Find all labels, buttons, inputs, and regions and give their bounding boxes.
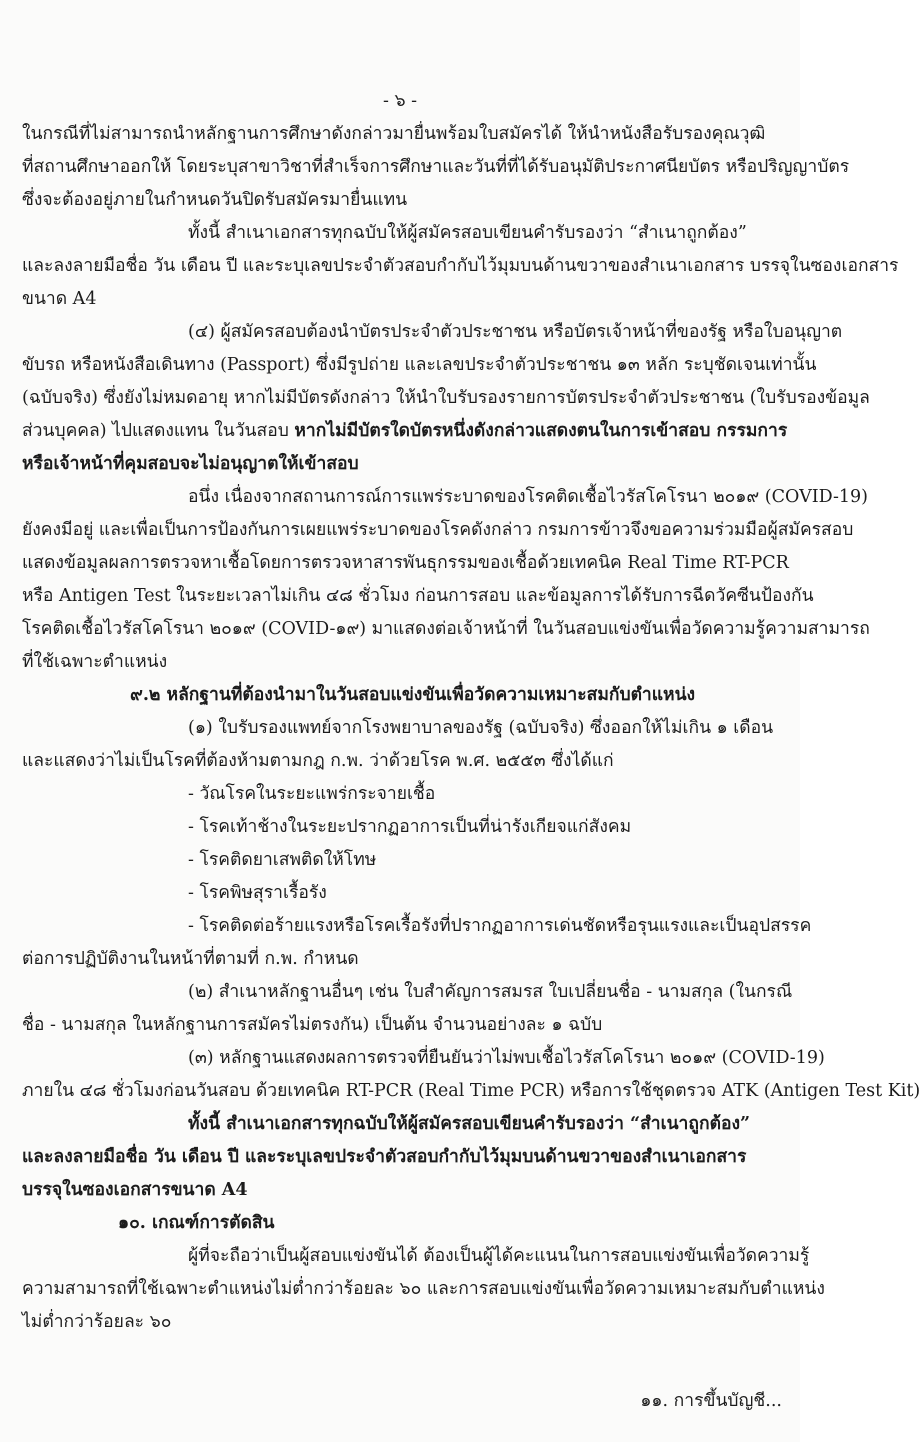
text-line: อนึ่ง เนื่องจากสถานการณ์การแพร่ระบาดของโรคติดเชื้อไวรัสโคโรนา ๒๐๑๙ (COVID-19) — [188, 487, 868, 507]
text-line: แสดงข้อมูลผลการตรวจหาเชื้อโดยการตรวจหาสารพันธุกรรมของเชื้อด้วยเทคนิค Real Time RT-PCR — [22, 553, 789, 573]
text-line: ซึ่งจะต้องอยู่ภายในกำหนดวันปิดรับสมัครมายื่นแทน — [22, 190, 408, 210]
text-line: ในกรณีที่ไม่สามารถนำหลักฐานการศึกษาดังกล่าวมายื่นพร้อมใบสมัครได้ ให้นำหนังสือรับรองคุณวุฒิ — [22, 124, 766, 144]
bold-warning-text: หากไม่มีบัตรใดบัตรหนึ่งดังกล่าวแสดงตนในการเข้าสอบ กรรมการ — [294, 421, 788, 441]
list-item: - โรคติดยาเสพติดให้โทษ — [188, 850, 377, 870]
bold-text-line: และลงลายมือชื่อ วัน เดือน ปี และระบุเลขประจำตัวสอบกำกับไว้มุมบนด้านขวาของสำเนาเอกสาร — [22, 1147, 747, 1167]
text-line: ชื่อ - นามสกุล ในหลักฐานการสมัครไม่ตรงกัน) เป็นต้น จำนวนอย่างละ ๑ ฉบับ — [22, 1015, 603, 1035]
bold-text-line: บรรจุในซองเอกสารขนาด A4 — [22, 1180, 248, 1200]
text-line: ผู้ที่จะถือว่าเป็นผู้สอบแข่งขันได้ ต้องเป็นผู้ได้คะแนนในการสอบแข่งขันเพื่อวัดความรู้ — [188, 1246, 810, 1266]
text-line: ขับรถ หรือหนังสือเดินทาง (Passport) ซึ่งมีรูปถ่าย และเลขประจำตัวประชาชน ๑๓ หลัก ระบุชัดเจนเท่านั้น — [22, 355, 817, 375]
section-heading: ๑๐. เกณฑ์การตัดสิน — [118, 1213, 275, 1233]
text-line: และลงลายมือชื่อ วัน เดือน ปี และระบุเลขประจำตัวสอบกำกับไว้มุมบนด้านขวาของสำเนาเอกสาร บรรจุในซองเอกสาร — [22, 256, 899, 276]
bold-warning-text: หรือเจ้าหน้าที่คุมสอบจะไม่อนุญาตให้เข้าสอบ — [22, 454, 359, 474]
section-heading: ๙.๒ หลักฐานที่ต้องนำมาในวันสอบแข่งขันเพื่อวัดความเหมาะสมกับตำแหน่ง — [130, 685, 696, 705]
text-line: ยังคงมีอยู่ และเพื่อเป็นการป้องกันการเผยแพร่ระบาดของโรคดังกล่าว กรมการข้าวจึงขอความร่วมมือผู้สมัครสอบ — [22, 520, 854, 540]
text-line: (ฉบับจริง) ซึ่งยังไม่หมดอายุ หากไม่มีบัตรดังกล่าว ให้นำใบรับรองรายการบัตรประจำตัวประชาชน (ใบรับรองข้อมูล — [22, 388, 870, 408]
text-line: (๑) ใบรับรองแพทย์จากโรงพยาบาลของรัฐ (ฉบับจริง) ซึ่งออกให้ไม่เกิน ๑ เดือน — [188, 718, 774, 738]
page-number: - ๖ - — [382, 91, 418, 111]
text-line: ทั้งนี้ สำเนาเอกสารทุกฉบับให้ผู้สมัครสอบเขียนคำรับรองว่า “สำเนาถูกต้อง” — [188, 223, 747, 243]
list-item: - โรคเท้าช้างในระยะปรากฏอาการเป็นที่น่ารังเกียจแก่สังคม — [188, 817, 632, 837]
text-line: ขนาด A4 — [22, 289, 97, 309]
list-item: - วัณโรคในระยะแพร่กระจายเชื้อ — [188, 784, 436, 804]
text-line: (๓) หลักฐานแสดงผลการตรวจที่ยืนยันว่าไม่พบเชื้อไวรัสโคโรนา ๒๐๑๙ (COVID-19) — [188, 1048, 825, 1068]
text-span: ส่วนบุคคล) ไปแสดงแทน ในวันสอบ — [22, 421, 295, 441]
text-line: ภายใน ๔๘ ชั่วโมงก่อนวันสอบ ด้วยเทคนิค RT-PCR (Real Time PCR) หรือการใช้ชุดตรวจ ATK (Antigen Test Kit) — [22, 1081, 920, 1101]
text-line: และแสดงว่าไม่เป็นโรคที่ต้องห้ามตามกฎ ก.พ. ว่าด้วยโรค พ.ศ. ๒๕๕๓ ซึ่งได้แก่ — [22, 751, 614, 771]
text-line: หรือ Antigen Test ในระยะเวลาไม่เกิน ๔๘ ชั่วโมง ก่อนการสอบ และข้อมูลการได้รับการฉีดวัคซีนป้องกัน — [22, 586, 814, 606]
text-line: ความสามารถที่ใช้เฉพาะตำแหน่งไม่ต่ำกว่าร้อยละ ๖๐ และการสอบแข่งขันเพื่อวัดความเหมาะสมกับตำแหน่ง — [22, 1279, 825, 1299]
text-line — [0, 420, 800, 442]
text-line: โรคติดเชื้อไวรัสโคโรนา ๒๐๑๙ (COVID-๑๙) มาแสดงต่อเจ้าหน้าที่ ในวันสอบแข่งขันเพื่อวัดความรู้ความสามารถ — [22, 619, 870, 639]
bold-text-line: ทั้งนี้ สำเนาเอกสารทุกฉบับให้ผู้สมัครสอบเขียนคำรับรองว่า “สำเนาถูกต้อง” — [188, 1114, 751, 1134]
text-line: (๔) ผู้สมัครสอบต้องนำบัตรประจำตัวประชาชน หรือบัตรเจ้าหน้าที่ของรัฐ หรือใบอนุญาต — [188, 322, 843, 342]
list-item: - โรคพิษสุราเรื้อรัง — [188, 883, 327, 903]
footer-continuation: ๑๑. การขึ้นบัญชี... — [640, 1391, 782, 1411]
list-item: - โรคติดต่อร้ายแรงหรือโรคเรื้อรังที่ปรากฏอาการเด่นชัดหรือรุนแรงและเป็นอุปสรรค — [188, 916, 812, 936]
text-line: (๒) สำเนาหลักฐานอื่นๆ เช่น ใบสำคัญการสมรส ใบเปลี่ยนชื่อ - นามสกุล (ในกรณี — [188, 982, 793, 1002]
text-line: ที่ใช้เฉพาะตำแหน่ง — [22, 652, 168, 672]
text-line: ที่สถานศึกษาออกให้ โดยระบุสาขาวิชาที่สำเร็จการศึกษาและวันที่ที่ได้รับอนุมัติประกาศนียบัตร หรือปริญญาบัตร — [22, 157, 850, 177]
text-line: ไม่ต่ำกว่าร้อยละ ๖๐ — [22, 1312, 172, 1332]
text-line: ต่อการปฏิบัติงานในหน้าที่ตามที่ ก.พ. กำหนด — [22, 949, 359, 969]
